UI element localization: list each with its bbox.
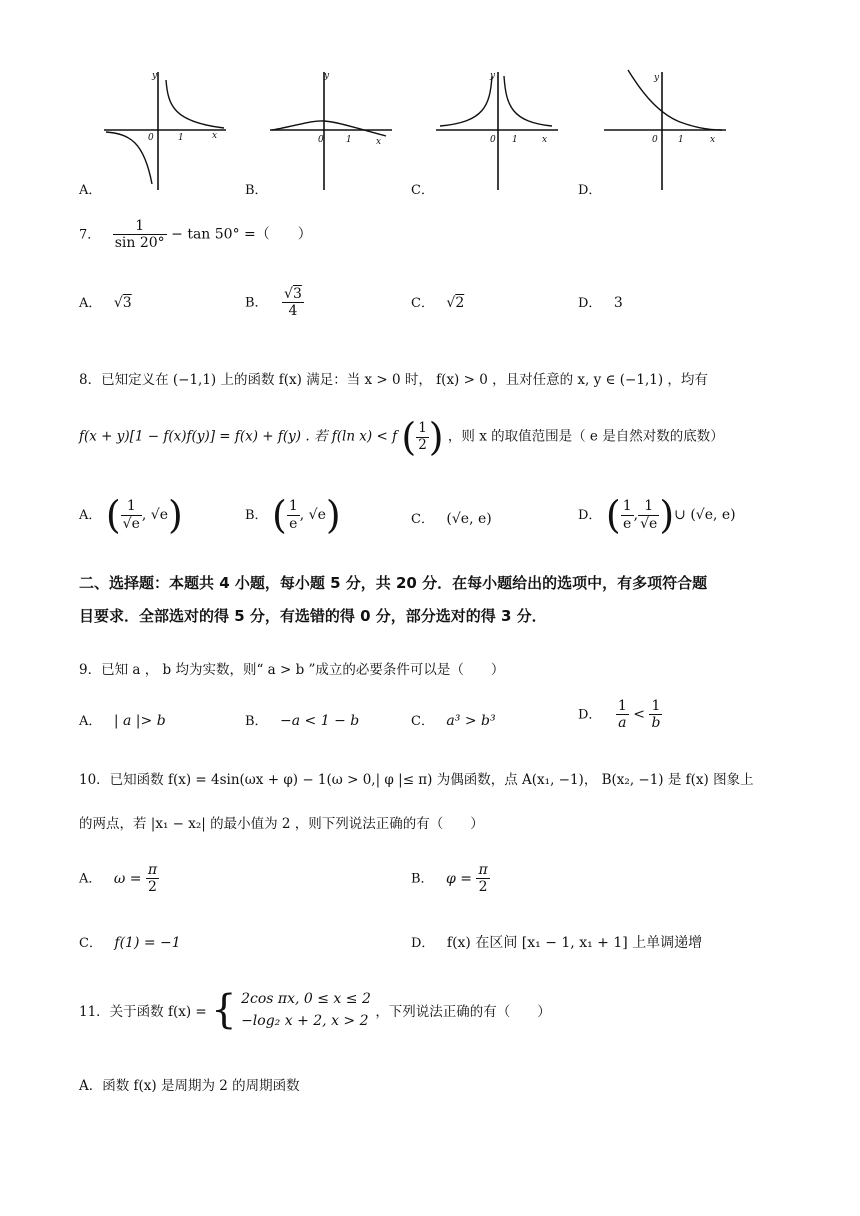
option-lhs: ω = [113, 870, 142, 887]
x-axis-label: x [212, 131, 218, 141]
q10-option-c[interactable] [79, 932, 181, 951]
section-heading-line1: 二、选择题：本题共 4 小题，每小题 5 分，共 20 分．在每小题给出的选项中，有多项符合题 [79, 574, 708, 592]
left-paren: ( [401, 415, 417, 459]
q9-option-c[interactable] [411, 710, 496, 729]
denominator: 4 [288, 303, 298, 320]
q7-option-b[interactable] [245, 286, 304, 319]
fraction [616, 698, 629, 731]
y-axis-label: y [654, 73, 660, 83]
option-label: D． [411, 936, 435, 951]
origin-label: 0 [148, 133, 154, 143]
q8-option-c[interactable] [411, 508, 492, 527]
q10-option-d[interactable] [411, 932, 702, 952]
option-label: A． [79, 714, 102, 729]
denominator: sin 20° [114, 235, 165, 252]
right-paren: ) [168, 493, 183, 537]
q7-option-d[interactable] [578, 292, 623, 311]
option-label: B． [245, 295, 268, 311]
section-heading-line2: 目要求．全部选对的得 5 分，有选错的得 0 分，部分选对的得 3 分． [79, 607, 547, 625]
graph-option-b [266, 66, 396, 191]
case-2: −log₂ x + 2, x > 2 [241, 1013, 369, 1029]
question-10-line2: 的两点，若 |x₁ − x₂| 的最小值为 2 ，则下列说法正确的有（ ） [79, 816, 484, 832]
right-paren: ) [325, 493, 341, 537]
denominator: √e [122, 515, 140, 532]
numerator: 1 [649, 698, 662, 715]
option-b-label: B． [245, 183, 268, 198]
y-axis-label: y [490, 71, 496, 81]
q8-option-a[interactable] [79, 493, 183, 537]
fraction [121, 498, 142, 531]
origin-label: 0 [490, 135, 496, 145]
numerator: 1 [638, 498, 659, 515]
numerator: 1 [288, 498, 298, 515]
option-label: C． [411, 714, 434, 729]
numerator: 1 [113, 218, 167, 235]
option-label: D． [578, 296, 602, 311]
case-1: 2cos πx, 0 ≤ x ≤ 2 [241, 991, 371, 1007]
q8-option-b[interactable] [245, 493, 341, 537]
denominator: a [618, 715, 627, 732]
fraction [621, 498, 634, 531]
left-paren: ( [605, 493, 621, 537]
less-than: < [633, 706, 645, 723]
numerator: π [478, 862, 488, 878]
question-7 [79, 218, 312, 251]
option-value: (√e, e) [446, 511, 492, 527]
q10-option-b[interactable] [411, 862, 490, 895]
graph-option-d [600, 66, 730, 191]
fraction [416, 421, 429, 453]
option-label: C． [411, 512, 434, 527]
q7-option-c[interactable] [411, 292, 464, 311]
denominator: e [289, 515, 298, 532]
one-label: 1 [346, 135, 352, 145]
q11-option-a[interactable]: A．函数 f(x) 是周期为 2 的周期函数 [79, 1078, 300, 1094]
denominator: 2 [148, 879, 157, 896]
graph-option-c [432, 66, 562, 191]
x-axis-label: x [710, 135, 716, 145]
x-axis-label: x [376, 137, 382, 147]
option-label: D． [578, 707, 602, 723]
one-label: 1 [178, 133, 184, 143]
fraction [649, 698, 662, 731]
fraction [146, 862, 159, 895]
option-value: 3 [613, 295, 623, 311]
option-value: a³ > b³ [446, 713, 496, 729]
piecewise-cases [241, 988, 371, 1032]
option-value: 2 [455, 295, 465, 311]
option-tail: , √e [299, 507, 326, 523]
x-axis-label: x [542, 135, 548, 145]
sqrt-symbol: √ [113, 295, 123, 311]
q9-option-b[interactable] [245, 710, 359, 729]
fraction [638, 498, 659, 531]
left-brace: { [211, 987, 237, 1033]
section-2-heading [79, 567, 799, 633]
option-label: B． [245, 714, 268, 729]
denominator: √e [640, 515, 658, 532]
denominator: e [623, 515, 632, 532]
option-value: −a < 1 − b [280, 713, 360, 729]
q9-option-d[interactable] [578, 698, 662, 731]
right-paren: ) [428, 415, 444, 459]
numerator: 1 [121, 498, 142, 515]
question-tail: ，下列说法正确的有（ ） [375, 1004, 551, 1020]
one-label: 1 [512, 135, 518, 145]
fraction [476, 862, 489, 895]
denominator: 2 [478, 879, 488, 896]
question-8-line1: 8．已知定义在 (−1,1) 上的函数 f(x) 满足：当 x > 0 时， f(x) > 0 ，且对任意的 x, y ∈ (−1,1) ，均有 [79, 372, 708, 388]
option-label: B． [411, 871, 434, 887]
numerator: 1 [622, 498, 632, 515]
option-label: A． [79, 508, 102, 523]
origin-label: 0 [318, 135, 324, 145]
option-label: A． [79, 871, 102, 887]
option-label: B． [245, 508, 268, 523]
left-paren: ( [272, 493, 287, 537]
condition-text: f(x + y)[1 − f(x)f(y)] = f(x) + f(y) . 若 f(ln x) < f [79, 428, 398, 445]
numerator: 1 [617, 698, 627, 714]
range-text: ，则 x 的取值范围是（ e 是自然对数的底数） [447, 428, 724, 445]
question-8-line2 [79, 415, 724, 459]
denominator: b [651, 715, 661, 732]
q10-option-a[interactable] [79, 862, 159, 895]
one-label: 1 [678, 135, 684, 145]
y-axis-label: y [152, 71, 158, 81]
option-lhs: φ = [446, 870, 472, 887]
option-label: D． [578, 508, 602, 523]
graph-option-a [100, 66, 230, 191]
option-tail: , √e [141, 507, 168, 523]
option-value: f(1) = −1 [114, 935, 181, 951]
left-paren: ( [105, 493, 121, 537]
option-label: A． [79, 296, 102, 311]
fraction [287, 498, 300, 531]
option-d-label: D． [578, 183, 602, 198]
q7-option-a[interactable] [79, 292, 132, 311]
origin-label: 0 [652, 135, 658, 145]
numerator: √3 [284, 286, 302, 302]
option-value: | a |> b [113, 713, 166, 729]
right-paren: ) [659, 493, 675, 537]
option-label: C． [411, 296, 434, 311]
option-c-label: C． [411, 183, 434, 198]
option-tail: ∪ (√e, e) [674, 507, 736, 523]
question-7-rest: − tan 50° =（ ） [171, 226, 312, 243]
q9-option-a[interactable] [79, 710, 166, 729]
sqrt-symbol: √ [446, 295, 456, 311]
y-axis-label: y [324, 71, 330, 81]
question-11 [79, 988, 551, 1032]
q8-option-d[interactable]: D． ( $\frac{1}{e}$ , $\frac{1}{√e}$ )∪ (√e, e) [578, 493, 736, 537]
question-10-line1: 10．已知函数 f(x) = 4sin(ωx + φ) − 1(ω > 0,| φ |≤ π) 为偶函数，点 A(x₁, −1)， B(x₂, −1) 是 f(x) 图象上 [79, 772, 754, 788]
numerator: 1 [418, 419, 427, 436]
question-number: 7． [79, 227, 101, 243]
fraction [282, 286, 304, 319]
option-value: 3 [122, 295, 132, 311]
fraction [113, 218, 167, 251]
option-a-label: A． [79, 183, 102, 198]
question-9: 9．已知 a ， b 均为实数，则“ a > b ”成立的必要条件可以是（ ） [79, 662, 505, 678]
denominator: 2 [418, 436, 427, 453]
option-label: C． [79, 936, 102, 951]
numerator: π [147, 862, 158, 878]
option-value: f(x) 在区间 [x₁ − 1, x₁ + 1] 上单调递增 [446, 935, 703, 951]
function-head: 11．关于函数 f(x) = [79, 1004, 207, 1020]
